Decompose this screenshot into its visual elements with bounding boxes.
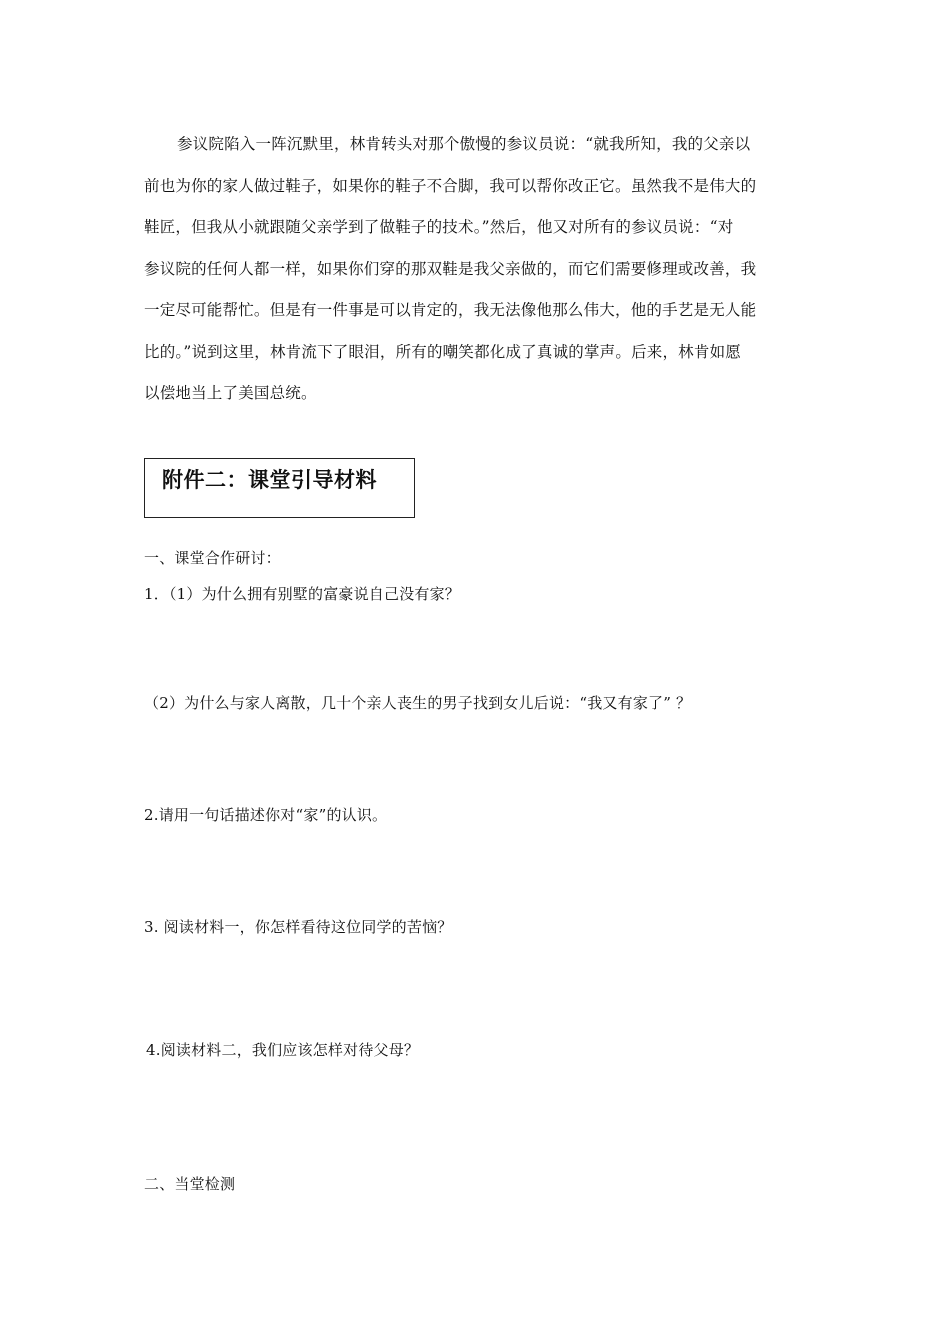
- section-heading-class-test: 二、当堂检测: [144, 1175, 236, 1193]
- question-2: 2.请用一句话描述你对“家”的认识。: [144, 806, 388, 824]
- story-line: 前也为你的家人做过鞋子，如果你的鞋子不合脚，我可以帮你改正它。虽然我不是伟大的: [144, 176, 757, 195]
- story-line: 一定尽可能帮忙。但是有一件事是可以肯定的，我无法像他那么伟大，他的手艺是无人能: [144, 301, 757, 319]
- appendix-title-box: [144, 458, 415, 518]
- section-heading-cooperative-study: 一、课堂合作研讨：: [144, 549, 281, 567]
- story-line: 以偿地当上了美国总统。: [144, 384, 317, 402]
- appendix-title: 附件二：课堂引导材料: [162, 468, 377, 492]
- story-line: 参议院陷入一阵沉默里，林肯转头对那个傲慢的参议员说：“就我所知，我的父亲以: [177, 135, 751, 153]
- question-3: 3. 阅读材料一，你怎样看待这位同学的苦恼？: [144, 918, 453, 936]
- question-1-part-2: （2）为什么与家人离散，几十个亲人丧生的男子找到女儿后说：“我又有家了” ？: [144, 694, 692, 712]
- question-1-part-1: 1．（1）为什么拥有别墅的富豪说自己没有家？: [144, 585, 460, 603]
- story-line: 比的。”说到这里，林肯流下了眼泪，所有的嘲笑都化成了真诚的掌声。后来，林肯如愿: [144, 342, 741, 361]
- story-line: 鞋匠，但我从小就跟随父亲学到了做鞋子的技术。”然后，他又对所有的参议员说：“对: [144, 218, 734, 236]
- story-line: 参议院的任何人都一样，如果你们穿的那双鞋是我父亲做的，而它们需要修理或改善，我: [144, 259, 757, 278]
- question-4: 4.阅读材料二，我们应该怎样对待父母？: [146, 1041, 420, 1059]
- story-paragraph: [144, 124, 806, 415]
